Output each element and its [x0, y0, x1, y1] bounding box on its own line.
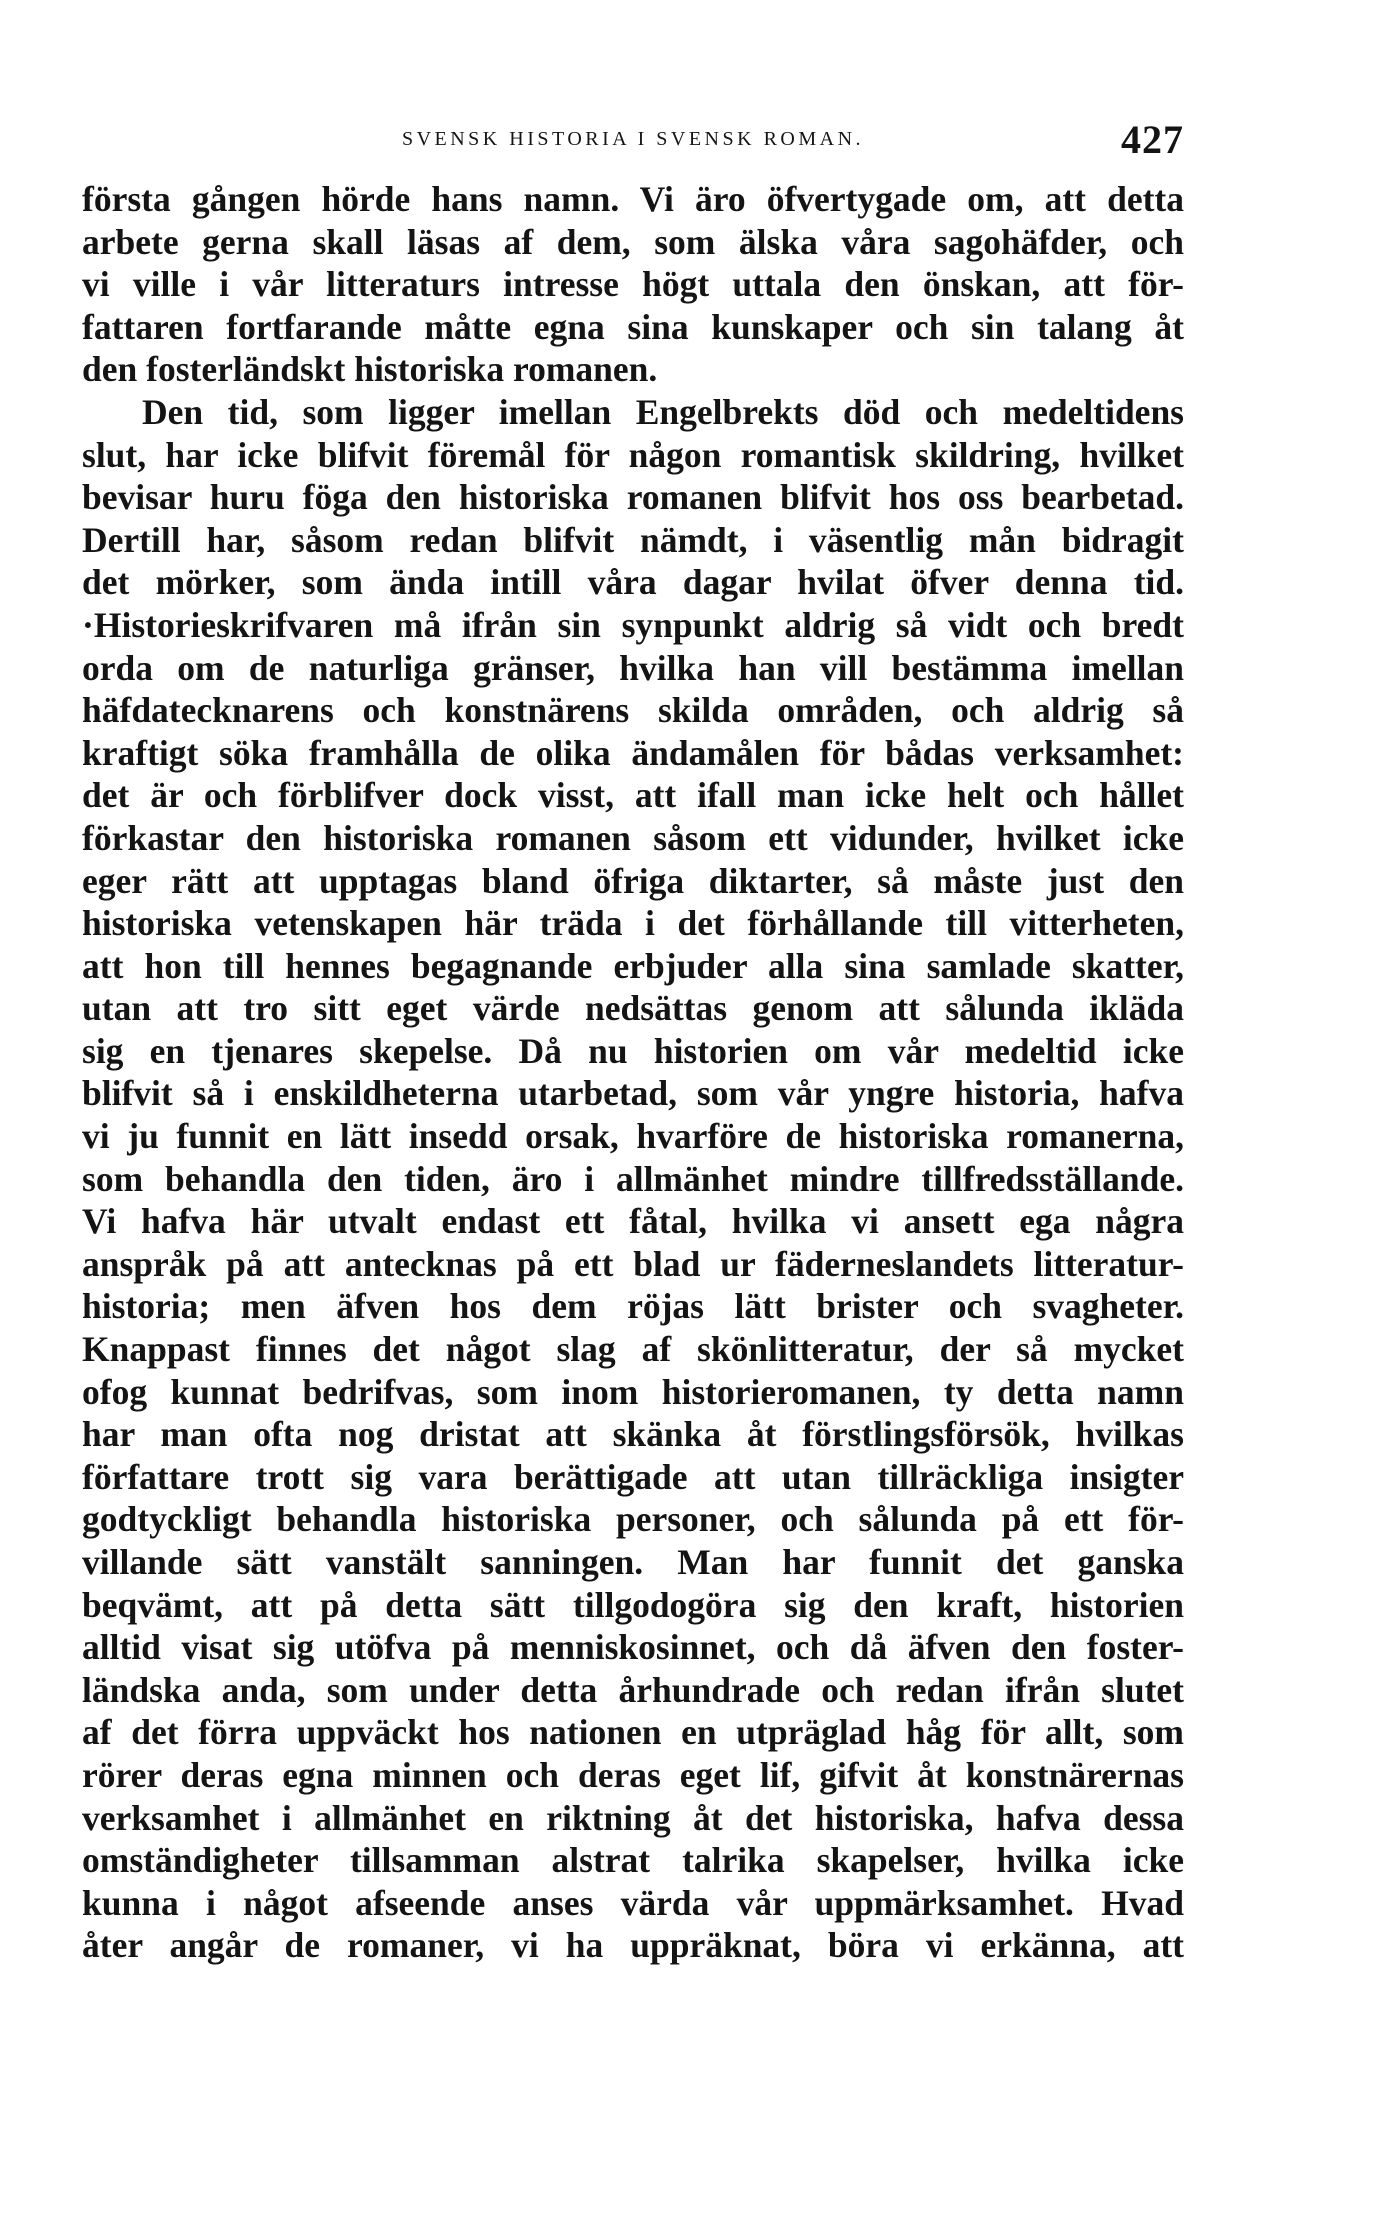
text-line: eger rätt att upptagas bland öfriga diktarter, så måste just den	[82, 860, 1184, 901]
text-line: ·Historieskrifvaren må ifrån sin synpunkt aldrig så vidt och bredt	[82, 604, 1184, 645]
text-line: omständigheter tillsamman alstrat talrika skapelser, hvilka icke	[82, 1840, 1184, 1881]
paragraph	[82, 178, 1184, 391]
text-line: anspråk på att antecknas på ett blad ur fäderneslandets litteratur-	[82, 1243, 1184, 1284]
text-line: historiska vetenskapen här träda i det förhållande till vitterheten,	[82, 903, 1184, 944]
text-line: historia; men äfven hos dem röjas lätt brister och svagheter.	[82, 1286, 1184, 1327]
text-line: Knappast finnes det något slag af skönlitteratur, der så mycket	[82, 1329, 1184, 1370]
text-line: kunna i något afseende anses värda vår uppmärksamhet. Hvad	[82, 1882, 1184, 1923]
text-line: Dertill har, såsom redan blifvit nämdt, i väsentlig mån bidragit	[82, 519, 1184, 560]
text-line: häfdatecknarens och konstnärens skilda områden, och aldrig så	[82, 690, 1184, 731]
body-text	[82, 178, 1184, 1967]
page-header	[82, 108, 1184, 178]
running-title: SVENSK HISTORIA I SVENSK ROMAN.	[401, 128, 865, 150]
text-line: första gången hörde hans namn. Vi äro öfvertygade om, att detta	[82, 179, 1184, 219]
book-page	[82, 108, 1184, 1967]
text-line: Vi hafva här utvalt endast ett fåtal, hvilka vi ansett ega några	[82, 1201, 1184, 1242]
text-line: rörer deras egna minnen och deras eget lif, gifvit åt konstnärernas	[82, 1754, 1184, 1795]
text-line: det är och förblifver dock visst, att ifall man icke helt och hållet	[82, 775, 1184, 816]
text-line: ländska anda, som under detta århundrade och redan ifrån slutet	[82, 1669, 1184, 1710]
text-line: ofog kunnat bedrifvas, som inom historieromanen, ty detta namn	[82, 1371, 1184, 1412]
text-line: den fosterländskt historiska romanen.	[82, 349, 658, 390]
text-line: orda om de naturliga gränser, hvilka han vill bestämma imellan	[82, 647, 1184, 688]
text-line: kraftigt söka framhålla de olika ändamålen för bådas verksamhet:	[82, 732, 1184, 773]
text-line: det mörker, som ända intill våra dagar hvilat öfver denna tid.	[82, 562, 1184, 603]
paragraph	[82, 391, 1184, 1967]
text-line: har man ofta nog dristat att skänka åt förstlingsförsök, hvilkas	[82, 1414, 1184, 1455]
text-line: villande sätt vanstält sanningen. Man har funnit det ganska	[82, 1542, 1184, 1582]
page-number: 427	[1121, 117, 1184, 162]
text-line: beqvämt, att på detta sätt tillgodogöra sig den kraft, historien	[82, 1584, 1184, 1625]
text-line: blifvit så i enskildheterna utarbetad, som vår yngre historia, hafva	[82, 1073, 1184, 1114]
text-line: bevisar huru föga den historiska romanen blifvit hos oss bearbetad.	[82, 477, 1184, 518]
text-line: att hon till hennes begagnande erbjuder alla sina samlade skatter,	[82, 945, 1184, 986]
text-line: af det förra uppväckt hos nationen en utpräglad håg för allt, som	[82, 1712, 1184, 1753]
text-line: Den tid, som ligger imellan Engelbrekts död och medeltidens	[142, 391, 1184, 432]
text-line: utan att tro sitt eget värde nedsättas genom att sålunda ikläda	[82, 988, 1184, 1029]
text-line: vi ville i vår litteraturs intresse högt uttala den önskan, att för-	[82, 264, 1184, 305]
text-line: vi ju funnit en lätt insedd orsak, hvarföre de historiska romanerna,	[82, 1116, 1184, 1157]
text-line: alltid visat sig utöfva på menniskosinnet, och då äfven den foster-	[82, 1627, 1184, 1668]
text-line: godtyckligt behandla historiska personer, och sålunda på ett för-	[82, 1499, 1184, 1540]
text-line: åter angår de romaner, vi ha uppräknat, böra vi erkänna, att	[82, 1925, 1184, 1966]
text-line: fattaren fortfarande måtte egna sina kunskaper och sin talang åt	[82, 306, 1184, 347]
text-line: som behandla den tiden, äro i allmänhet mindre tillfredsställande.	[82, 1158, 1184, 1199]
text-line: verksamhet i allmänhet en riktning åt det historiska, hafva dessa	[82, 1797, 1184, 1838]
text-line: slut, har icke blifvit föremål för någon romantisk skildring, hvilket	[82, 434, 1184, 475]
text-line: sig en tjenares skepelse. Då nu historien om vår medeltid icke	[82, 1030, 1184, 1071]
text-line: författare trott sig vara berättigade att utan tillräckliga insigter	[82, 1456, 1184, 1497]
text-line: arbete gerna skall läsas af dem, som älska våra sagohäfder, och	[82, 221, 1184, 262]
text-line: förkastar den historiska romanen såsom ett vidunder, hvilket icke	[82, 817, 1184, 858]
